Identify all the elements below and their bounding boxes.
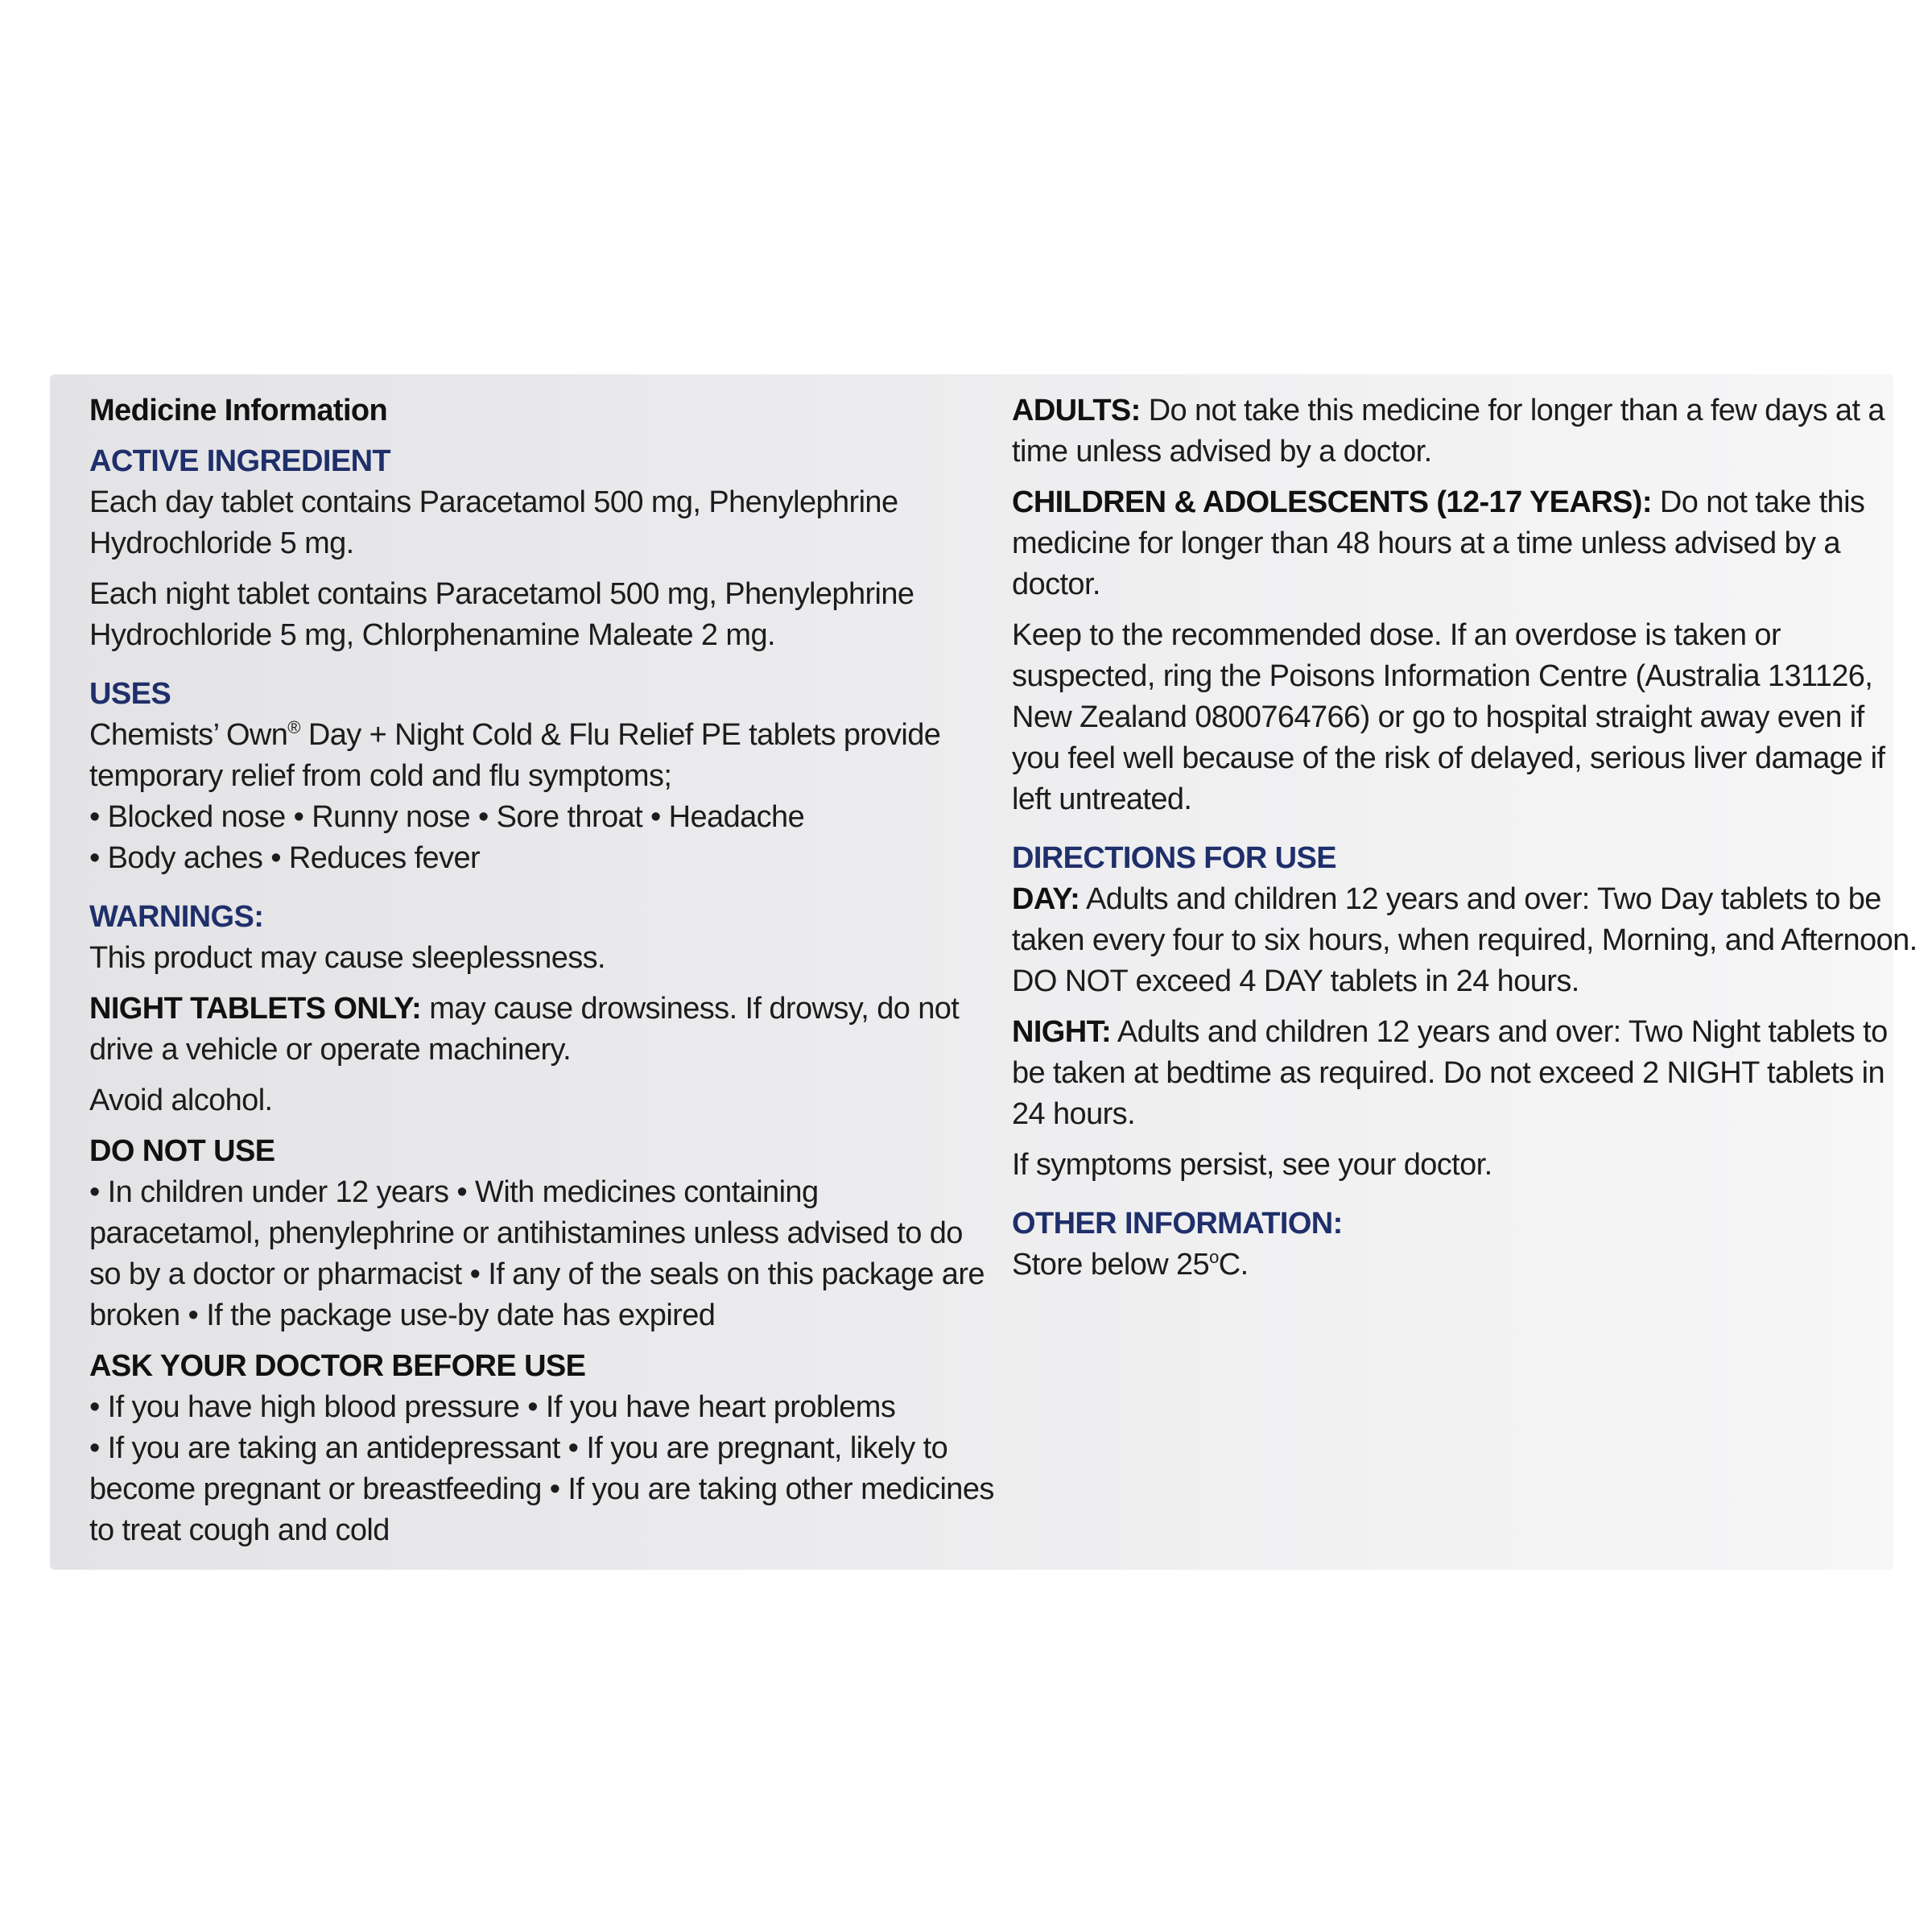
- night-tablets-warning: [89, 989, 995, 1071]
- left-column: [89, 390, 995, 1551]
- uses-text-pre: Chemists’ Own: [89, 718, 288, 752]
- avoid-alcohol: Avoid alcohol.: [89, 1084, 273, 1117]
- uses-text-post: Day + Night Cold & Flu Relief PE tablets provide temporary relief from cold and flu symptoms;: [89, 718, 941, 793]
- warnings-heading: WARNINGS:: [89, 900, 264, 934]
- warnings-text: This product may cause sleeplessness.: [89, 941, 606, 975]
- do-not-use-heading: DO NOT USE: [89, 1134, 275, 1168]
- ask-doctor-heading: ASK YOUR DOCTOR BEFORE USE: [89, 1349, 586, 1383]
- adults-text: Do not take this medicine for longer than a few days at a time unless advised by a doctor.: [1012, 394, 1885, 469]
- other-information-heading: OTHER INFORMATION:: [1012, 1207, 1343, 1241]
- children-text: Do not take this medicine for longer than 48 hours at a time unless advised by a doctor.: [1012, 485, 1865, 601]
- overdose-text: Keep to the recommended dose. If an overdose is taken or suspected, ring the Poisons Information Centre (Australia 131126, New Zealand 0800764766) or go to hospital straight away even if you feel well because of the risk of delayed, serious liver damage if left untreated.: [1012, 618, 1885, 816]
- children-warning: [1012, 482, 1918, 605]
- uses-bullets-line1: • Blocked nose • Runny nose • Sore throat • Headache: [89, 800, 805, 834]
- ask-doctor-text: • If you are taking an antidepressant • If you are pregnant, likely to become pregnant or breastfeeding • If you are taking other medicines to treat cough and cold: [89, 1431, 994, 1547]
- uses-text: [89, 715, 995, 797]
- uses-heading: USES: [89, 677, 171, 711]
- night-lead: NIGHT:: [1012, 1015, 1112, 1049]
- registered-mark: ®: [287, 717, 300, 737]
- adults-warning: [1012, 390, 1918, 473]
- night-tablets-text: may cause drowsiness. If drowsy, do not drive a vehicle or operate machinery.: [89, 992, 960, 1067]
- symptoms-persist: If symptoms persist, see your doctor.: [1012, 1148, 1492, 1182]
- uses-bullets-line2: • Body aches • Reduces fever: [89, 841, 481, 875]
- right-column: [1012, 390, 1918, 1286]
- storage-text-post: C.: [1218, 1248, 1249, 1282]
- storage-text-pre: Store below 25: [1012, 1248, 1210, 1282]
- panel-title: Medicine Information: [89, 394, 388, 427]
- storage-text: [1012, 1245, 1918, 1286]
- night-directions: [1012, 1012, 1918, 1135]
- medicine-information-panel: [50, 374, 1918, 1570]
- day-text: Adults and children 12 years and over: Two Day tablets to be taken every four to six hours, when required, Morning, and Afternoon. DO NOT exceed 4 DAY tablets in 24 hours.: [1012, 882, 1918, 998]
- day-lead: DAY:: [1012, 882, 1080, 916]
- degree-mark: o: [1209, 1247, 1219, 1267]
- children-lead: CHILDREN & ADOLESCENTS (12-17 YEARS):: [1012, 485, 1652, 519]
- active-ingredient-heading: ACTIVE INGREDIENT: [89, 444, 391, 478]
- adults-lead: ADULTS:: [1012, 394, 1141, 427]
- night-text: Adults and children 12 years and over: Two Night tablets to be taken at bedtime as required. Do not exceed 2 NIGHT tablets in 24 hours.: [1012, 1015, 1888, 1131]
- do-not-use-text: • In children under 12 years • With medicines containing paracetamol, phenylephrine or antihistamines unless advised to do so by a doctor or pharmacist • If any of the seals on this package are broken • If the package use-by date has expired: [89, 1175, 985, 1332]
- night-tablets-lead: NIGHT TABLETS ONLY:: [89, 992, 422, 1026]
- day-directions: [1012, 879, 1918, 1002]
- night-tablet-ingredients: Each night tablet contains Paracetamol 500 mg, Phenylephrine Hydrochloride 5 mg, Chlorphenamine Maleate 2 mg.: [89, 577, 914, 652]
- day-tablet-ingredients: Each day tablet contains Paracetamol 500 mg, Phenylephrine Hydrochloride 5 mg.: [89, 485, 898, 560]
- ask-doctor-line1: • If you have high blood pressure • If you have heart problems: [89, 1390, 896, 1424]
- directions-heading: DIRECTIONS FOR USE: [1012, 841, 1337, 875]
